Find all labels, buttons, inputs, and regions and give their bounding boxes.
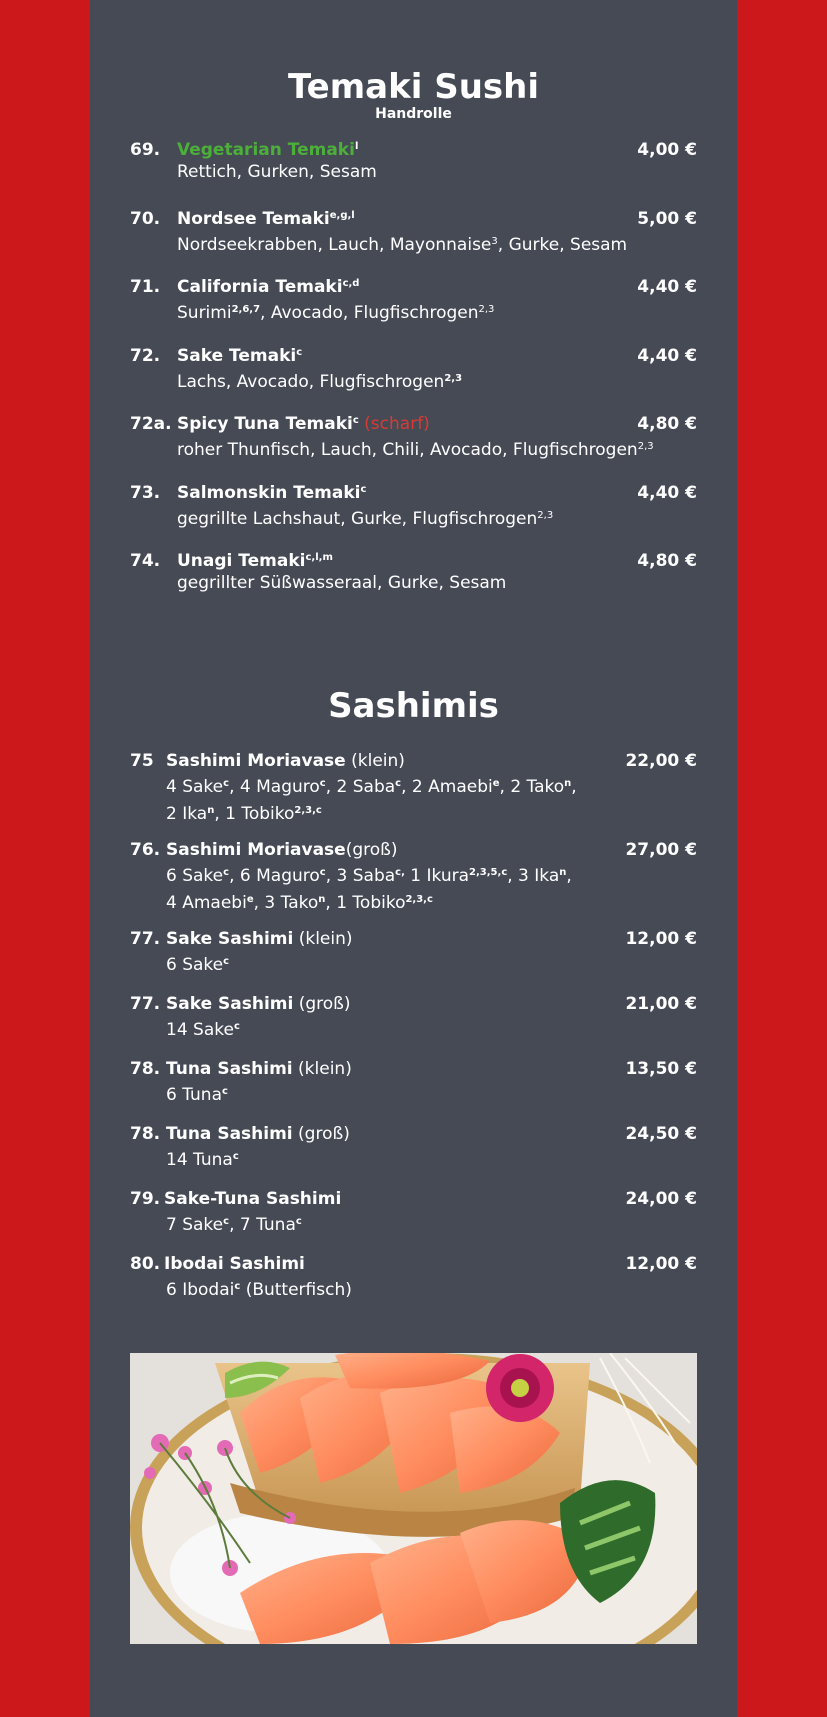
item-price: 4,80 € [637, 551, 697, 571]
item-number: 72. [130, 346, 161, 366]
item-price: 12,00 € [625, 929, 697, 949]
temaki-section [90, 67, 737, 122]
item-name: Sake Temaki [177, 346, 297, 366]
item-description: 6 Sake$^c$ [166, 955, 230, 975]
item-description: Lachs, Avocado, Flugfischrogen$^{2,3}$ [177, 372, 463, 392]
item-size: (groß) [293, 994, 351, 1014]
item-number: 70. [130, 209, 161, 229]
menu-page [90, 0, 737, 1717]
item-name: Tuna Sashimi [166, 1059, 293, 1079]
allergen-codes: c [360, 484, 367, 495]
item-size: (groß) [292, 1124, 350, 1144]
item-number: 76. [130, 840, 161, 860]
allergen-codes: c,d [342, 278, 360, 289]
allergen-codes: e,g,l [329, 210, 355, 221]
item-description: roher Thunfisch, Lauch, Chili, Avocado, Flugfischrogen$^{2,3}$ [177, 440, 654, 460]
temaki-subtitle: Handrolle [375, 106, 452, 122]
item-price: 22,00 € [625, 751, 697, 771]
item-price: 24,50 € [625, 1124, 697, 1144]
temaki-title: Temaki Sushi [288, 67, 539, 107]
item-price: 13,50 € [625, 1059, 697, 1079]
item-size: (klein) [293, 929, 353, 949]
item-description: gegrillter Süßwasseraal, Gurke, Sesam [177, 573, 507, 593]
item-number: 75 [130, 751, 154, 771]
item-description: 6 Ibodai$^c$ (Butterfisch) [166, 1280, 352, 1300]
item-name: Ibodai Sashimi [164, 1254, 305, 1274]
item-size: (klein) [292, 1059, 352, 1079]
item-number: 69. [130, 140, 161, 160]
sashimi-section [90, 686, 737, 726]
item-number: 72a. [130, 414, 172, 434]
item-number: 78. [130, 1124, 161, 1144]
item-description: gegrillte Lachshaut, Gurke, Flugfischrogen$^{2,3}$ [177, 509, 554, 529]
item-size: (klein) [345, 751, 405, 771]
item-name: Sake-Tuna Sashimi [164, 1189, 342, 1209]
item-name: Sashimi Moriavase [166, 840, 346, 860]
item-name: Sashimi Moriavase [166, 751, 346, 771]
allergen-codes: c,l,m [305, 552, 333, 563]
item-name: Salmonskin Temaki [177, 483, 361, 503]
item-price: 4,40 € [637, 483, 697, 503]
sashimi-title: Sashimis [328, 686, 499, 726]
item-description: 6 Sake$^c$, 6 Maguro$^c$, 3 Saba$^{c,}$ 1 Ikura$^{2,3,5,c}$, 3 Ika$^n$, 4 Amaebi$^e$, 3 Tako$^n$, 1 Tobiko$^{2,3,c}$ [166, 866, 572, 913]
item-number: 77. [130, 929, 161, 949]
item-name: Sake Sashimi [166, 929, 294, 949]
item-price: 4,40 € [637, 277, 697, 297]
item-price: 4,00 € [637, 140, 697, 160]
item-name: Spicy Tuna Temaki [177, 414, 353, 434]
item-size: (groß) [345, 840, 398, 860]
item-name: Tuna Sashimi [166, 1124, 293, 1144]
item-price: 4,40 € [637, 346, 697, 366]
item-price: 21,00 € [625, 994, 697, 1014]
item-name: Unagi Temaki [177, 551, 306, 571]
sashimi-photo [130, 1353, 697, 1644]
allergen-codes: c [352, 415, 359, 426]
item-number: 80. [130, 1254, 161, 1274]
item-price: 4,80 € [637, 414, 697, 434]
item-number: 74. [130, 551, 161, 571]
item-price: 5,00 € [637, 209, 697, 229]
item-number: 78. [130, 1059, 161, 1079]
item-number: 79. [130, 1189, 161, 1209]
item-description: 4 Sake$^c$, 4 Maguro$^c$, 2 Saba$^c$, 2 Amaebi$^e$, 2 Tako$^n$, 2 Ika$^n$, 1 Tobiko$^{2,3,c}$ [166, 777, 577, 824]
item-description: Nordseekrabben, Lauch, Mayonnaise$^3$, Gurke, Sesam [177, 235, 628, 255]
item-name: Nordsee Temaki [177, 209, 330, 229]
item-price: 12,00 € [625, 1254, 697, 1274]
item-name: Sake Sashimi [166, 994, 294, 1014]
item-number: 71. [130, 277, 161, 297]
item-description: 7 Sake$^c$, 7 Tuna$^c$ [166, 1215, 302, 1235]
item-description: 14 Tuna$^c$ [166, 1150, 239, 1170]
item-description: 14 Sake$^c$ [166, 1020, 240, 1040]
spicy-note: (scharf) [364, 414, 430, 434]
item-name: California Temaki [177, 277, 343, 297]
item-price: 27,00 € [625, 840, 697, 860]
allergen-codes: c [296, 347, 303, 358]
item-name: Vegetarian Temaki [177, 140, 355, 160]
item-description: Rettich, Gurken, Sesam [177, 162, 377, 182]
item-price: 24,00 € [625, 1189, 697, 1209]
item-number: 77. [130, 994, 161, 1014]
allergen-codes: l [354, 141, 359, 152]
item-number: 73. [130, 483, 161, 503]
item-description: Surimi$^{2,6,7}$, Avocado, Flugfischrogen$^{2,3}$ [177, 303, 495, 323]
item-description: 6 Tuna$^c$ [166, 1085, 228, 1105]
